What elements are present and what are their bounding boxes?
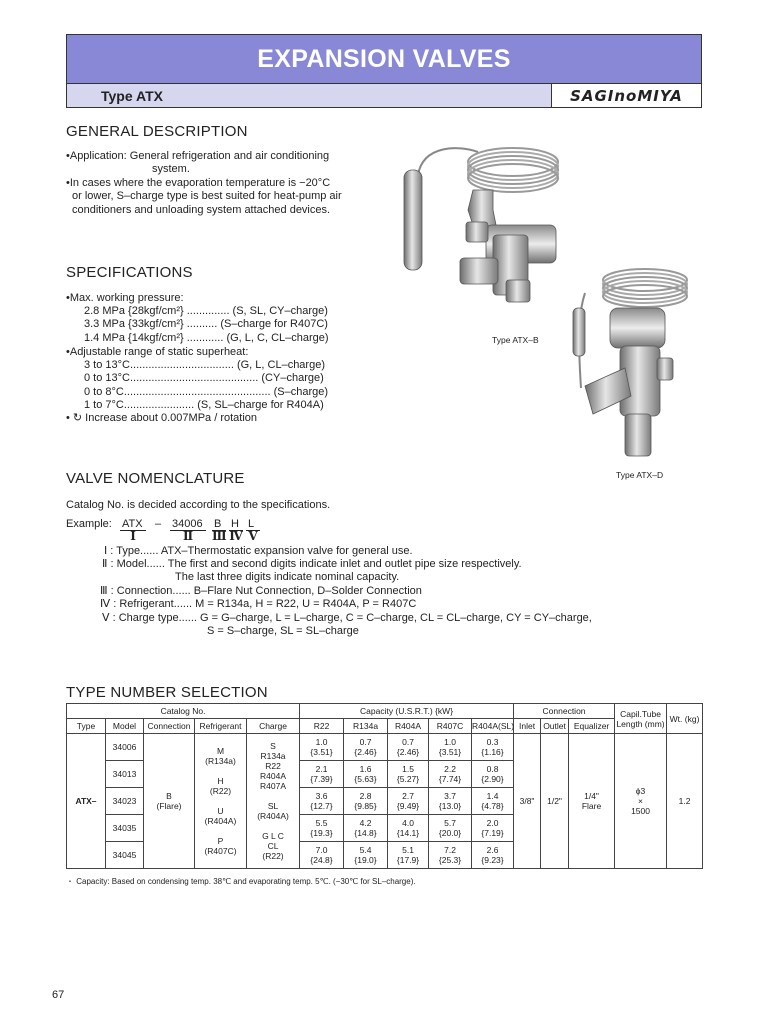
table-header-row-1 (67, 704, 703, 719)
roman-5: Ⅴ (246, 530, 260, 542)
capacity-r134a-cell: 5.4 {19.0} (344, 842, 388, 869)
pressure-line-3: 1.4 MPa {14kgf/cm²} ............ (G, L, C, CL–charge) (84, 332, 329, 344)
example-label: Example: (66, 518, 112, 530)
type-bar (67, 83, 701, 107)
col-refrigerant: Refrigerant (195, 719, 247, 734)
brand-logo (551, 84, 701, 107)
capacity-r404asl-cell: 2.0 {7.19} (472, 815, 514, 842)
refrigerant-cell: M (R134a) H (R22) U (R404A) P (R407C) (195, 734, 247, 869)
capacity-r404asl-cell: 0.3 {1.16} (472, 734, 514, 761)
pressure-line-2: 3.3 MPa {33kgf/cm²} .......... (S–charge for R407C) (84, 318, 328, 330)
capacity-r134a-cell: 1.6 {5.63} (344, 761, 388, 788)
nomenclature-line-5b: S = S–charge, SL = SL–charge (207, 625, 359, 637)
general-heading: GENERAL DESCRIPTION (66, 123, 248, 140)
col-equalizer: Equalizer (569, 719, 615, 734)
col-capil-tube: Capil.Tube Length (mm) (615, 704, 667, 734)
capacity-r407c-cell: 3.7 {13.0} (429, 788, 472, 815)
superheat-line-3: 0 to 8°C................................................ (S–charge) (84, 386, 329, 398)
capacity-r404a-cell: 0.7 {2.46} (388, 734, 429, 761)
col-r407c: R407C (429, 719, 472, 734)
col-connection-group: Connection (514, 704, 615, 719)
model-cell: 34006 (106, 734, 144, 761)
model-cell: 34045 (106, 842, 144, 869)
capacity-r404asl-cell: 1.4 {4.78} (472, 788, 514, 815)
capacity-r404asl-cell: 0.8 {2.90} (472, 761, 514, 788)
capacity-r404a-cell: 1.5 {5.27} (388, 761, 429, 788)
capacity-r407c-cell: 1.0 {3.51} (429, 734, 472, 761)
example-refrigerant: H (231, 518, 239, 530)
col-connection: Connection (144, 719, 195, 734)
valve-atx-d-image (565, 268, 693, 464)
connection-cell: B (Flare) (144, 734, 195, 869)
table-row (67, 734, 703, 761)
nomenclature-line-2b: The last three digits indicate nominal capacity. (175, 571, 400, 583)
col-outlet: Outlet (541, 719, 569, 734)
col-catalog-no: Catalog No. (67, 704, 300, 719)
nomenclature-line-2: Ⅱ : Model...... The first and second digits indicate inlet and outlet pipe size respectively. (102, 558, 522, 570)
superheat-line-4: 1 to 7°C....................... (S, SL–charge for R404A) (84, 399, 324, 411)
capacity-r22-cell: 2.1 {7.39} (300, 761, 344, 788)
superheat-line-1: 3 to 13°C.................................. (G, L, CL–charge) (84, 359, 325, 371)
col-r22: R22 (300, 719, 344, 734)
weight-cell: 1.2 (667, 734, 703, 869)
col-r404a-sl: R404A(SL) (472, 719, 514, 734)
capacity-r134a-cell: 2.8 {9.85} (344, 788, 388, 815)
capacity-r22-cell: 5.5 {19.3} (300, 815, 344, 842)
col-r134a: R134a (344, 719, 388, 734)
capacity-r22-cell: 7.0 {24.8} (300, 842, 344, 869)
capacity-r404asl-cell: 2.6 {9.23} (472, 842, 514, 869)
col-model: Model (106, 719, 144, 734)
equalizer-cell: 1/4" Flare (569, 734, 615, 869)
charge-cell: S R134a R22 R404A R407A SL (R404A) G L C CL (R22) (247, 734, 300, 869)
col-r404a: R404A (388, 719, 429, 734)
roman-3: Ⅲ (212, 529, 227, 543)
capacity-r404a-cell: 2.7 {9.49} (388, 788, 429, 815)
general-bullet-1: •Application: General refrigeration and air conditioning (66, 150, 330, 162)
capacity-r134a-cell: 4.2 {14.8} (344, 815, 388, 842)
nomenclature-intro: Catalog No. is decided according to the specifications. (66, 499, 331, 511)
capacity-note: ・ Capacity: Based on condensing temp. 38℃ and evaporating temp. 5℃. (−30℃ for SL–charge). (66, 877, 416, 886)
col-weight: Wt. (kg) (667, 704, 703, 734)
capil-tube-cell: ϕ3 × 1500 (615, 734, 667, 869)
capacity-r407c-cell: 7.2 {25.3} (429, 842, 472, 869)
superheat-line-2: 0 to 13°C.......................................... (CY–charge) (84, 372, 324, 384)
model-cell: 34013 (106, 761, 144, 788)
type-cell: ATX– (67, 734, 106, 869)
page-number: 67 (52, 989, 65, 1001)
type-label: Type ATX (101, 88, 163, 104)
general-bullet-1-cont: system. (152, 163, 190, 175)
general-bullet-2: •In cases where the evaporation temperature is −20°C (66, 177, 331, 189)
example-atx: ATX (122, 518, 143, 530)
example-dash: – (155, 518, 162, 530)
nomenclature-line-5: Ⅴ : Charge type...... G = G–charge, L = L–charge, C = C–charge, CL = CL–charge, CY = CY–charge, (102, 612, 592, 624)
col-type: Type (67, 719, 106, 734)
table-header-row-2 (67, 719, 703, 734)
selection-heading: TYPE NUMBER SELECTION (66, 684, 268, 701)
atx-b-caption: Type ATX–B (492, 335, 539, 345)
atx-d-caption: Type ATX–D (616, 470, 664, 480)
example-connection: B (214, 518, 222, 530)
capacity-r404a-cell: 4.0 {14.1} (388, 815, 429, 842)
col-charge: Charge (247, 719, 300, 734)
capacity-r407c-cell: 5.7 {20.0} (429, 815, 472, 842)
specs-heading: SPECIFICATIONS (66, 264, 193, 281)
outlet-cell: 1/2" (541, 734, 569, 869)
capacity-r22-cell: 3.6 {12.7} (300, 788, 344, 815)
model-cell: 34035 (106, 815, 144, 842)
col-inlet: Inlet (514, 719, 541, 734)
pressure-title: •Max. working pressure: (66, 292, 184, 304)
capacity-r134a-cell: 0.7 {2.46} (344, 734, 388, 761)
rotation-note: • ↻ Increase about 0.007MPa / rotation (66, 412, 258, 424)
superheat-title: •Adjustable range of static superheat: (66, 346, 249, 358)
capacity-r407c-cell: 2.2 {7.74} (429, 761, 472, 788)
brand-logo-text: SAGInoMIYA (570, 86, 683, 105)
example-model: 34006 (172, 518, 203, 530)
general-bullet-2-cont-1: or lower, S–charge type is best suited for heat-pump air (72, 190, 342, 202)
nomenclature-line-3: Ⅲ : Connection...... B–Flare Nut Connection, D–Solder Connection (100, 585, 422, 597)
model-cell: 34023 (106, 788, 144, 815)
inlet-cell: 3/8" (514, 734, 541, 869)
pressure-line-1: 2.8 MPa {28kgf/cm²} .............. (S, SL, CY–charge) (84, 305, 328, 317)
valve-atx-b-image (398, 140, 563, 310)
page-title: EXPANSION VALVES (67, 35, 701, 83)
title-header (66, 34, 702, 108)
example-charge: L (248, 518, 255, 530)
nomenclature-line-1: Ⅰ : Type...... ATX–Thermostatic expansion valve for general use. (104, 545, 413, 557)
capacity-r22-cell: 1.0 {3.51} (300, 734, 344, 761)
col-capacity: Capacity (U.S.R.T.) {kW} (300, 704, 514, 719)
nomenclature-line-4: Ⅳ : Refrigerant...... M = R134a, H = R22, U = R404A, P = R407C (100, 598, 417, 610)
capacity-r404a-cell: 5.1 {17.9} (388, 842, 429, 869)
general-bullet-2-cont-2: conditioners and unloading system attached devices. (72, 204, 331, 216)
roman-2: Ⅱ (170, 530, 206, 542)
selection-table (66, 703, 703, 869)
roman-1: Ⅰ (120, 530, 146, 542)
roman-4: Ⅳ (229, 529, 243, 543)
nomenclature-heading: VALVE NOMENCLATURE (66, 470, 245, 487)
